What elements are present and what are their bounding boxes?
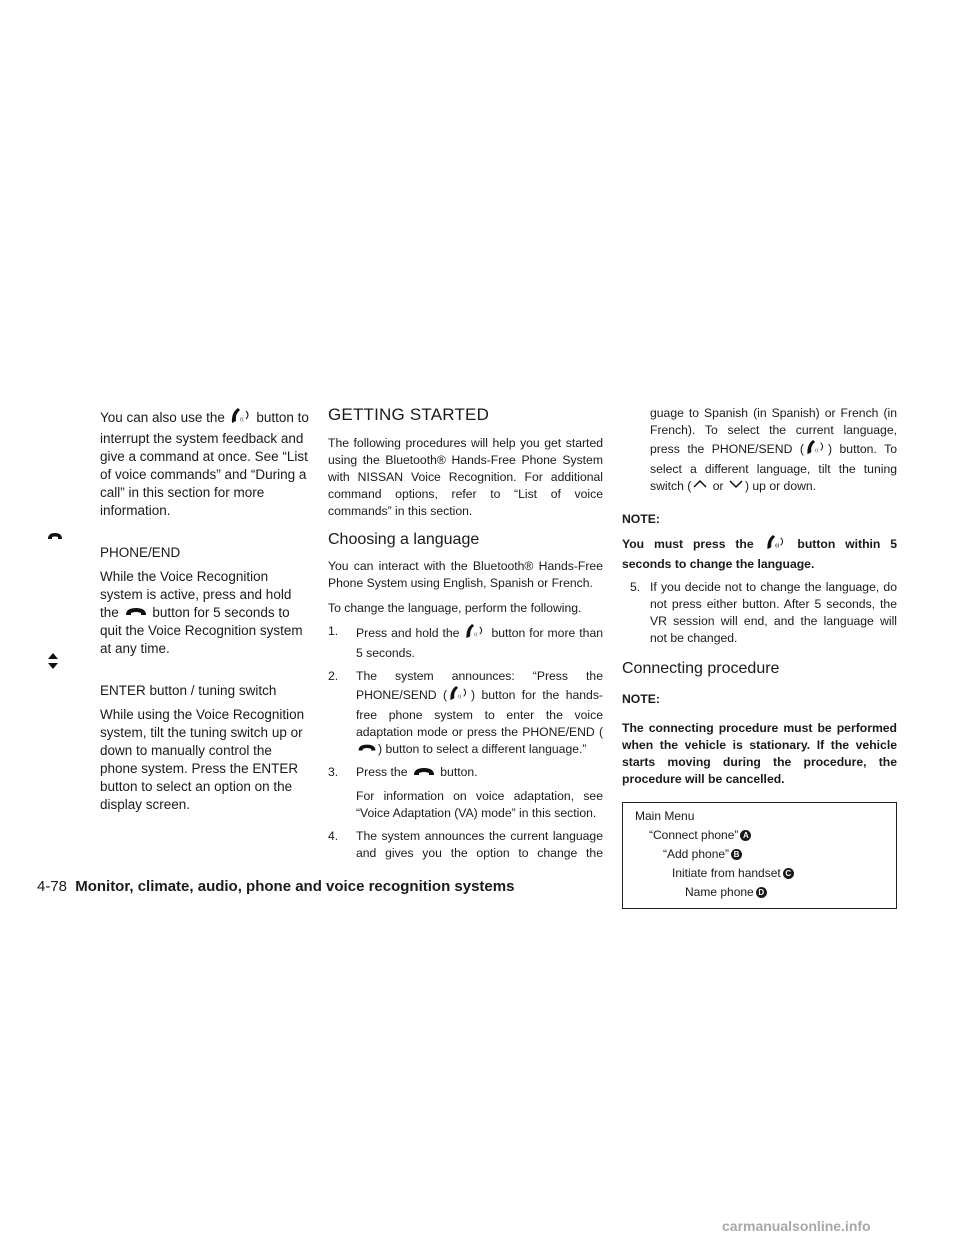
enter-title: ENTER button / tuning switch	[100, 683, 277, 699]
note-2-label: NOTE:	[622, 692, 660, 707]
getting-started-heading: GETTING STARTED	[328, 405, 490, 424]
phone-end-desc-b: button for 5 seconds to quit the Voice Recognition system at any time.	[100, 605, 303, 657]
tuning-switch-icon	[48, 653, 58, 674]
connecting-procedure-heading: Connecting procedure	[622, 660, 780, 678]
step-4-text-c: or	[712, 479, 724, 493]
callout-badge: C	[783, 868, 794, 879]
menu-line-text: “Add phone”	[663, 847, 730, 862]
getting-started-intro: The following procedures will help you get started using the Bluetooth® Hands-Free Phone System with NISSAN Voice Recognition. For additional command options, refer to “List of voice commands” in this section.	[328, 436, 603, 518]
step-number: 1.	[328, 624, 339, 638]
menu-diagram	[622, 802, 897, 909]
menu-line-text: Main Menu	[635, 809, 695, 824]
tune-up-icon	[691, 478, 709, 495]
svg-text:((: ((	[815, 449, 819, 455]
step-4-continued	[622, 405, 897, 495]
watermark: carmanualsonline.info	[722, 1218, 871, 1234]
step-number: 5.	[630, 580, 641, 595]
callout-badge: B	[731, 849, 742, 860]
note-1-text-b: button within 5 seconds to change the language.	[622, 537, 897, 572]
talk-icon	[804, 439, 828, 461]
step-4-text-d: ) up or down.	[744, 479, 817, 493]
step-number: 3.	[328, 765, 339, 780]
step-2	[328, 668, 603, 758]
note-1-text-a: You must press the	[622, 537, 754, 552]
step-number: 4.	[328, 828, 339, 843]
phone-end-title: PHONE/END	[100, 545, 181, 560]
step-3	[328, 764, 603, 781]
left-column	[100, 407, 310, 814]
svg-text:((: ((	[239, 417, 244, 423]
step-text	[356, 668, 603, 758]
callout-badge: A	[740, 830, 751, 841]
step-text	[356, 764, 603, 781]
menu-line-text: Initiate from handset	[672, 866, 781, 881]
language-paragraph-2: To change the language, perform the following.	[328, 601, 582, 615]
callout-badge: D	[756, 887, 767, 898]
note-1-text	[622, 534, 897, 573]
step-text-b: ) button for the hands-free phone system to enter the voice adaptation mode or press the PHONE/END (	[356, 688, 603, 739]
step-3-note: For information on voice adaptation, see “Voice Adaptation (VA) mode” in this section.	[356, 788, 603, 820]
svg-text:((: ((	[774, 544, 779, 550]
language-paragraph-1: You can interact with the Bluetooth® Hands-Free Phone System using English, Spanish or French.	[328, 559, 603, 590]
svg-text:((: ((	[458, 695, 462, 701]
talk-icon	[229, 407, 253, 430]
chapter-title: Monitor, climate, audio, phone and voice recognition systems	[75, 878, 515, 895]
phone-end-icon	[47, 528, 63, 546]
talk-intro-text: You can also use the	[100, 410, 225, 426]
talk-icon	[463, 623, 487, 645]
menu-line-text: Name phone	[685, 885, 754, 900]
menu-line-connect-phone	[635, 826, 888, 845]
step-number: 2.	[328, 669, 339, 683]
tune-down-icon	[727, 478, 745, 495]
phone-end-desc-a: While the Voice Recognition system is active, press and hold the	[100, 569, 292, 620]
step-text-b: button for more than 5 seconds.	[356, 626, 603, 660]
talk-button-paragraph	[100, 407, 310, 520]
svg-text:((: ((	[474, 633, 479, 639]
step-4-text-b: ) button. To select a different language, tilt the tuning switch (	[650, 442, 897, 493]
note-2-text: The connecting procedure must be performed when the vehicle is stationary. If the vehicle starts moving during the procedure, the procedure will be cancelled.	[622, 721, 897, 787]
step-1	[328, 623, 603, 662]
phone-end-inline-icon	[123, 604, 149, 622]
choosing-language-heading: Choosing a language	[328, 531, 480, 548]
step-4	[328, 828, 603, 862]
menu-line-add-phone	[635, 845, 888, 864]
menu-line-initiate	[635, 864, 888, 883]
step-text-a: The system announces: “Press the PHONE/SEND (	[356, 669, 603, 703]
step-text-a: Press and hold the	[356, 626, 460, 641]
menu-line-text: “Connect phone”	[649, 828, 739, 843]
step-5	[622, 579, 897, 647]
step-text-c: ) button to select a different language.”	[378, 742, 587, 756]
talk-icon	[764, 534, 788, 556]
phone-end-inline-icon	[411, 765, 437, 782]
step-4-continued-text: guage to Spanish (in Spanish) or French (in French). To select the current language, press the PHONE/SEND (	[650, 406, 897, 457]
middle-column	[328, 405, 603, 862]
menu-line-name-phone	[635, 883, 888, 902]
enter-desc: While using the Voice Recognition system, tilt the tuning switch up or down to manually control the phone system. Press the ENTER button to select an option on the display screen.	[100, 707, 305, 813]
step-text-b: button.	[440, 765, 478, 780]
talk-icon	[447, 685, 471, 707]
step-text-a: Press the	[356, 765, 408, 780]
page-footer	[37, 878, 514, 896]
step-text	[356, 623, 603, 662]
menu-line-main	[635, 807, 888, 826]
note-1-label: NOTE:	[622, 512, 660, 527]
page-number: 4-78	[37, 878, 68, 895]
step-text: The system announces the current language and gives you the option to change the	[356, 828, 603, 860]
step-text: If you decide not to change the language, do not press either button. After 5 seconds, the VR session will end, and the language will not be changed.	[650, 580, 897, 646]
talk-desc-text: button to interrupt the system feedback and give a command at once. See “List of voice commands” and “During a call” in this section for more information.	[100, 410, 309, 518]
phone-end-inline-icon	[356, 741, 378, 758]
phone-end-desc	[100, 568, 310, 658]
right-column	[622, 405, 897, 909]
